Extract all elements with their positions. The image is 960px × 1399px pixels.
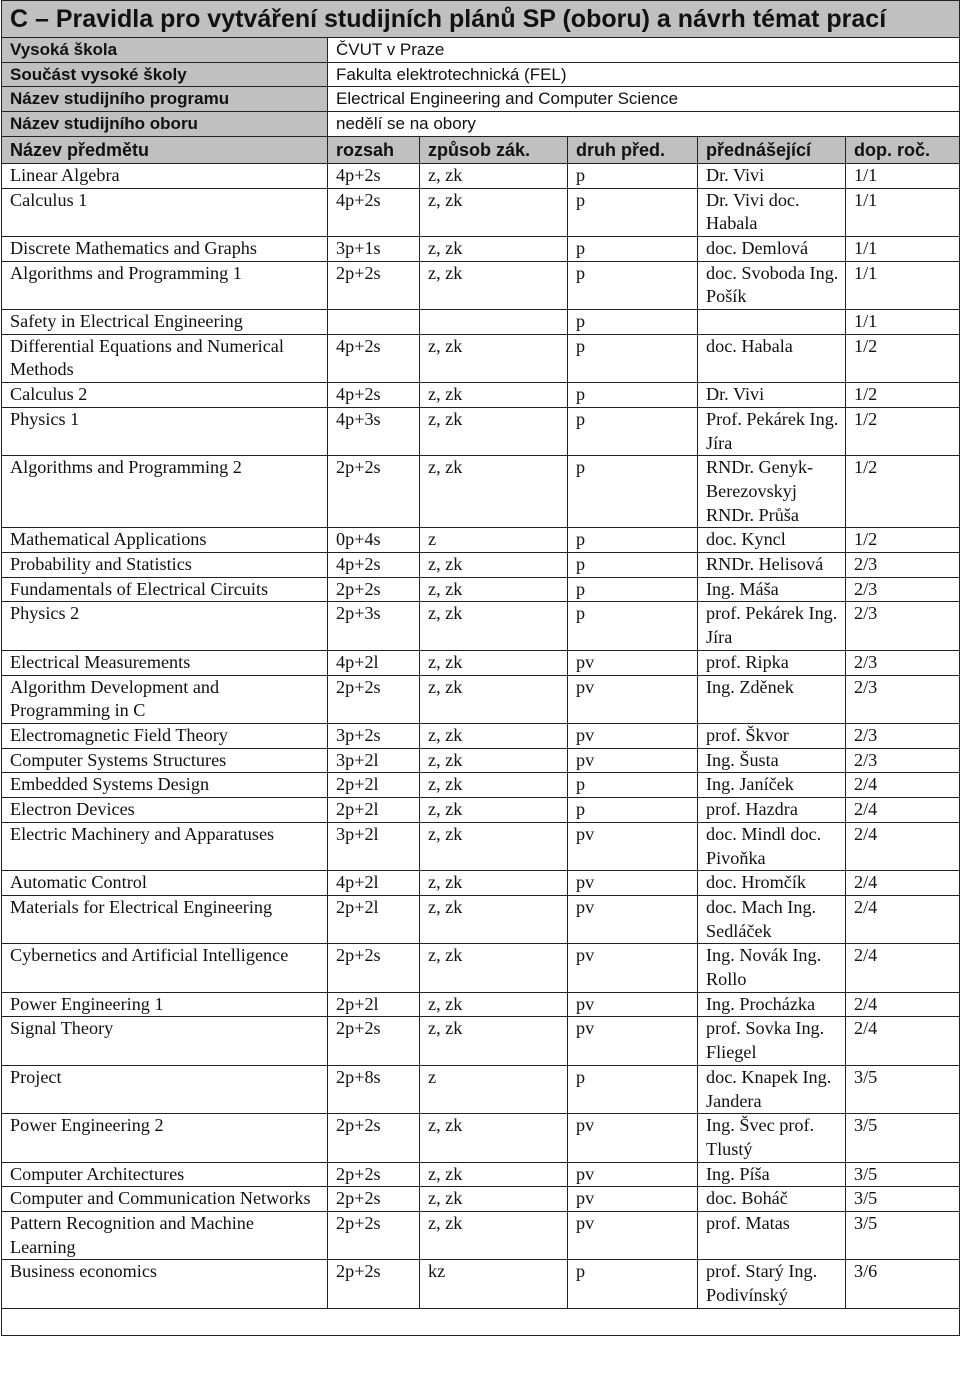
- course-zpusob: kz: [420, 1260, 568, 1308]
- course-lecturer: RNDr. Genyk-Berezovskyj RNDr. Průša: [698, 456, 846, 528]
- table-row: [2, 1162, 960, 1187]
- course-zpusob: z, zk: [420, 944, 568, 992]
- course-name: Electromagnetic Field Theory: [2, 723, 328, 748]
- course-name: Automatic Control: [2, 871, 328, 896]
- course-rocnik: 1/2: [846, 334, 960, 382]
- course-name: Pattern Recognition and Machine Learning: [2, 1212, 328, 1260]
- course-rozsah: 3p+2s: [328, 723, 420, 748]
- course-rozsah: 4p+2s: [328, 188, 420, 236]
- course-rozsah: 2p+2s: [328, 675, 420, 723]
- course-lecturer: Ing. Procházka: [698, 992, 846, 1017]
- course-rozsah: 2p+3s: [328, 602, 420, 650]
- course-rocnik: 1/1: [846, 261, 960, 309]
- table-row: [2, 798, 960, 823]
- course-lecturer: Dr. Vivi: [698, 383, 846, 408]
- table-row: [2, 383, 960, 408]
- course-zpusob: z, zk: [420, 334, 568, 382]
- course-rozsah: 4p+2l: [328, 871, 420, 896]
- course-zpusob: [420, 310, 568, 335]
- course-name: Fundamentals of Electrical Circuits: [2, 577, 328, 602]
- course-druh: p: [568, 310, 698, 335]
- course-zpusob: z, zk: [420, 992, 568, 1017]
- table-row: [2, 992, 960, 1017]
- course-rozsah: 3p+2l: [328, 822, 420, 870]
- course-rocnik: 3/5: [846, 1065, 960, 1113]
- course-name: Cybernetics and Artificial Intelligence: [2, 944, 328, 992]
- course-druh: pv: [568, 1187, 698, 1212]
- column-header-druh: druh před.: [568, 136, 698, 163]
- table-row: [2, 822, 960, 870]
- course-lecturer: Dr. Vivi: [698, 163, 846, 188]
- course-rozsah: 2p+2l: [328, 895, 420, 943]
- course-name: Physics 2: [2, 602, 328, 650]
- course-rocnik: 2/4: [846, 895, 960, 943]
- course-zpusob: z, zk: [420, 577, 568, 602]
- course-name: Signal Theory: [2, 1017, 328, 1065]
- table-row: [2, 602, 960, 650]
- course-lecturer: doc. Kyncl: [698, 528, 846, 553]
- course-zpusob: z, zk: [420, 1017, 568, 1065]
- course-rocnik: 3/5: [846, 1162, 960, 1187]
- course-rozsah: 2p+2s: [328, 1187, 420, 1212]
- table-row: [2, 895, 960, 943]
- course-rocnik: 3/5: [846, 1114, 960, 1162]
- course-rocnik: 2/4: [846, 773, 960, 798]
- course-rozsah: 2p+2l: [328, 992, 420, 1017]
- course-lecturer: doc. Svoboda Ing. Pošík: [698, 261, 846, 309]
- course-name: Safety in Electrical Engineering: [2, 310, 328, 335]
- info-label: Název studijního oboru: [2, 112, 328, 137]
- table-row: [2, 1260, 960, 1308]
- course-druh: p: [568, 798, 698, 823]
- info-value: Electrical Engineering and Computer Science: [328, 87, 960, 112]
- course-zpusob: z: [420, 528, 568, 553]
- course-druh: p: [568, 163, 698, 188]
- course-lecturer: Ing. Píša: [698, 1162, 846, 1187]
- course-name: Algorithms and Programming 2: [2, 456, 328, 528]
- course-name: Electron Devices: [2, 798, 328, 823]
- course-name: Probability and Statistics: [2, 553, 328, 578]
- table-row: [2, 1065, 960, 1113]
- column-header-rozsah: rozsah: [328, 136, 420, 163]
- course-zpusob: z, zk: [420, 1114, 568, 1162]
- course-name: Power Engineering 2: [2, 1114, 328, 1162]
- course-name: Computer Architectures: [2, 1162, 328, 1187]
- course-druh: pv: [568, 723, 698, 748]
- table-row: [2, 188, 960, 236]
- course-rocnik: 2/3: [846, 723, 960, 748]
- course-zpusob: z, zk: [420, 456, 568, 528]
- course-druh: pv: [568, 1212, 698, 1260]
- course-rocnik: 2/4: [846, 871, 960, 896]
- table-row: [2, 163, 960, 188]
- course-rozsah: 4p+2s: [328, 553, 420, 578]
- course-name: Electrical Measurements: [2, 650, 328, 675]
- course-zpusob: z, zk: [420, 602, 568, 650]
- course-rozsah: [328, 310, 420, 335]
- course-druh: pv: [568, 822, 698, 870]
- course-rocnik: 1/2: [846, 383, 960, 408]
- table-row: [2, 334, 960, 382]
- course-rocnik: 2/4: [846, 992, 960, 1017]
- course-lecturer: doc. Habala: [698, 334, 846, 382]
- course-rozsah: 2p+8s: [328, 1065, 420, 1113]
- course-rozsah: 2p+2s: [328, 456, 420, 528]
- course-rozsah: 2p+2s: [328, 1017, 420, 1065]
- course-lecturer: doc. Mindl doc. Pivoňka: [698, 822, 846, 870]
- study-plan-page: [1, 0, 959, 1336]
- course-name: Computer Systems Structures: [2, 748, 328, 773]
- course-name: Project: [2, 1065, 328, 1113]
- course-lecturer: doc. Hromčík: [698, 871, 846, 896]
- course-rozsah: 4p+2l: [328, 650, 420, 675]
- info-row: [2, 87, 960, 112]
- course-lecturer: Ing. Novák Ing. Rollo: [698, 944, 846, 992]
- table-row: [2, 236, 960, 261]
- column-header-prednasejici: přednášející: [698, 136, 846, 163]
- course-name: Algorithms and Programming 1: [2, 261, 328, 309]
- info-row: [2, 38, 960, 63]
- course-druh: pv: [568, 1162, 698, 1187]
- course-rocnik: 2/3: [846, 650, 960, 675]
- course-rocnik: 2/3: [846, 675, 960, 723]
- course-druh: p: [568, 334, 698, 382]
- course-rozsah: 2p+2s: [328, 944, 420, 992]
- course-zpusob: z, zk: [420, 723, 568, 748]
- course-lecturer: [698, 310, 846, 335]
- course-name: Computer and Communication Networks: [2, 1187, 328, 1212]
- course-name: Differential Equations and Numerical Methods: [2, 334, 328, 382]
- page-title: C – Pravidla pro vytváření studijních plánů SP (oboru) a návrh témat prací: [2, 1, 960, 38]
- course-druh: p: [568, 1260, 698, 1308]
- course-druh: pv: [568, 992, 698, 1017]
- course-druh: pv: [568, 650, 698, 675]
- info-value: ČVUT v Praze: [328, 38, 960, 63]
- course-lecturer: prof. Ripka: [698, 650, 846, 675]
- course-lecturer: prof. Škvor: [698, 723, 846, 748]
- course-lecturer: Ing. Janíček: [698, 773, 846, 798]
- course-name: Calculus 2: [2, 383, 328, 408]
- course-rozsah: 2p+2s: [328, 1260, 420, 1308]
- course-zpusob: z, zk: [420, 798, 568, 823]
- course-rocnik: 1/1: [846, 310, 960, 335]
- course-rocnik: 2/3: [846, 553, 960, 578]
- course-zpusob: z, zk: [420, 895, 568, 943]
- course-rozsah: 4p+2s: [328, 334, 420, 382]
- course-druh: pv: [568, 871, 698, 896]
- course-druh: pv: [568, 1017, 698, 1065]
- course-druh: pv: [568, 895, 698, 943]
- table-row: [2, 748, 960, 773]
- course-druh: p: [568, 383, 698, 408]
- course-name: Business economics: [2, 1260, 328, 1308]
- course-druh: p: [568, 188, 698, 236]
- course-zpusob: z, zk: [420, 822, 568, 870]
- table-row: [2, 1114, 960, 1162]
- column-header-zpusob: způsob zák.: [420, 136, 568, 163]
- course-zpusob: z, zk: [420, 650, 568, 675]
- empty-row: [2, 1308, 960, 1335]
- course-lecturer: prof. Pekárek Ing. Jíra: [698, 602, 846, 650]
- course-zpusob: z, zk: [420, 748, 568, 773]
- course-rozsah: 3p+1s: [328, 236, 420, 261]
- info-value: Fakulta elektrotechnická (FEL): [328, 62, 960, 87]
- course-rozsah: 4p+2s: [328, 163, 420, 188]
- course-rocnik: 3/5: [846, 1212, 960, 1260]
- course-rocnik: 2/4: [846, 798, 960, 823]
- course-rocnik: 3/6: [846, 1260, 960, 1308]
- course-lecturer: doc. Mach Ing. Sedláček: [698, 895, 846, 943]
- course-rocnik: 1/1: [846, 188, 960, 236]
- info-row: [2, 112, 960, 137]
- course-rocnik: 2/3: [846, 577, 960, 602]
- course-zpusob: z, zk: [420, 188, 568, 236]
- course-zpusob: z, zk: [420, 773, 568, 798]
- course-rozsah: 2p+2s: [328, 1212, 420, 1260]
- course-rocnik: 1/2: [846, 407, 960, 455]
- course-lecturer: prof. Matas: [698, 1212, 846, 1260]
- course-name: Embedded Systems Design: [2, 773, 328, 798]
- info-label: Vysoká škola: [2, 38, 328, 63]
- course-name: Mathematical Applications: [2, 528, 328, 553]
- course-druh: pv: [568, 675, 698, 723]
- course-name: Materials for Electrical Engineering: [2, 895, 328, 943]
- column-header-predmet: Název předmětu: [2, 136, 328, 163]
- info-value: nedělí se na obory: [328, 112, 960, 137]
- course-zpusob: z, zk: [420, 1187, 568, 1212]
- course-druh: p: [568, 1065, 698, 1113]
- course-name: Physics 1: [2, 407, 328, 455]
- course-rozsah: 0p+4s: [328, 528, 420, 553]
- table-row: [2, 577, 960, 602]
- course-rocnik: 2/3: [846, 602, 960, 650]
- course-zpusob: z, zk: [420, 871, 568, 896]
- course-rocnik: 2/4: [846, 1017, 960, 1065]
- course-lecturer: prof. Hazdra: [698, 798, 846, 823]
- table-row: [2, 1187, 960, 1212]
- course-rocnik: 2/4: [846, 822, 960, 870]
- info-row: [2, 62, 960, 87]
- course-rozsah: 2p+2s: [328, 1114, 420, 1162]
- course-name: Electric Machinery and Apparatuses: [2, 822, 328, 870]
- table-row: [2, 723, 960, 748]
- course-rozsah: 4p+3s: [328, 407, 420, 455]
- column-header-row: [2, 136, 960, 163]
- course-druh: p: [568, 773, 698, 798]
- empty-cell: [2, 1308, 960, 1335]
- course-rocnik: 1/1: [846, 163, 960, 188]
- course-zpusob: z, zk: [420, 383, 568, 408]
- course-lecturer: Ing. Máša: [698, 577, 846, 602]
- course-druh: pv: [568, 944, 698, 992]
- course-lecturer: Prof. Pekárek Ing. Jíra: [698, 407, 846, 455]
- course-druh: p: [568, 407, 698, 455]
- course-lecturer: Ing. Švec prof. Tlustý: [698, 1114, 846, 1162]
- course-zpusob: z, zk: [420, 1212, 568, 1260]
- course-rocnik: 3/5: [846, 1187, 960, 1212]
- course-zpusob: z: [420, 1065, 568, 1113]
- course-druh: p: [568, 261, 698, 309]
- course-druh: pv: [568, 748, 698, 773]
- course-rozsah: 2p+2s: [328, 1162, 420, 1187]
- course-lecturer: Ing. Zděnek: [698, 675, 846, 723]
- course-zpusob: z, zk: [420, 407, 568, 455]
- course-rocnik: 1/1: [846, 236, 960, 261]
- table-row: [2, 310, 960, 335]
- table-row: [2, 650, 960, 675]
- course-rocnik: 1/2: [846, 456, 960, 528]
- course-zpusob: z, zk: [420, 675, 568, 723]
- course-lecturer: RNDr. Helisová: [698, 553, 846, 578]
- course-zpusob: z, zk: [420, 261, 568, 309]
- course-lecturer: prof. Sovka Ing. Fliegel: [698, 1017, 846, 1065]
- course-zpusob: z, zk: [420, 236, 568, 261]
- table-row: [2, 675, 960, 723]
- course-lecturer: doc. Demlová: [698, 236, 846, 261]
- course-zpusob: z, zk: [420, 553, 568, 578]
- course-name: Power Engineering 1: [2, 992, 328, 1017]
- course-name: Calculus 1: [2, 188, 328, 236]
- course-druh: p: [568, 577, 698, 602]
- course-rocnik: 2/4: [846, 944, 960, 992]
- table-row: [2, 528, 960, 553]
- course-rozsah: 2p+2l: [328, 773, 420, 798]
- table-body: [2, 1, 960, 1336]
- course-druh: p: [568, 456, 698, 528]
- column-header-rocnik: dop. roč.: [846, 136, 960, 163]
- course-lecturer: Ing. Šusta: [698, 748, 846, 773]
- course-druh: p: [568, 528, 698, 553]
- info-label: Název studijního programu: [2, 87, 328, 112]
- course-lecturer: doc. Knapek Ing. Jandera: [698, 1065, 846, 1113]
- course-name: Discrete Mathematics and Graphs: [2, 236, 328, 261]
- course-zpusob: z, zk: [420, 1162, 568, 1187]
- table-row: [2, 944, 960, 992]
- table-row: [2, 1017, 960, 1065]
- course-rozsah: 2p+2s: [328, 261, 420, 309]
- course-rocnik: 2/3: [846, 748, 960, 773]
- course-zpusob: z, zk: [420, 163, 568, 188]
- course-lecturer: Dr. Vivi doc. Habala: [698, 188, 846, 236]
- course-rocnik: 1/2: [846, 528, 960, 553]
- course-rozsah: 2p+2l: [328, 798, 420, 823]
- course-rozsah: 2p+2s: [328, 577, 420, 602]
- course-name: Linear Algebra: [2, 163, 328, 188]
- course-lecturer: doc. Boháč: [698, 1187, 846, 1212]
- table-row: [2, 456, 960, 528]
- course-druh: p: [568, 553, 698, 578]
- table-row: [2, 553, 960, 578]
- course-rozsah: 4p+2s: [328, 383, 420, 408]
- course-name: Algorithm Development and Programming in C: [2, 675, 328, 723]
- course-lecturer: prof. Starý Ing. Podivínský: [698, 1260, 846, 1308]
- course-druh: p: [568, 602, 698, 650]
- table-row: [2, 773, 960, 798]
- study-plan-table: [1, 0, 960, 1336]
- table-row: [2, 407, 960, 455]
- course-druh: p: [568, 236, 698, 261]
- course-druh: pv: [568, 1114, 698, 1162]
- table-row: [2, 871, 960, 896]
- info-label: Součást vysoké školy: [2, 62, 328, 87]
- table-row: [2, 261, 960, 309]
- course-rozsah: 3p+2l: [328, 748, 420, 773]
- table-row: [2, 1212, 960, 1260]
